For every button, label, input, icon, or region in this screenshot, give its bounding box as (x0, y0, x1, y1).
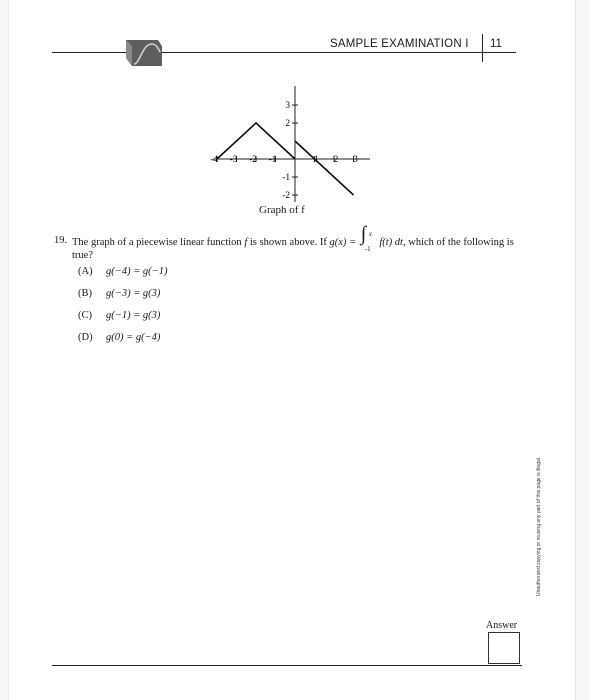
x-tick-label: 1 (314, 154, 319, 164)
choice-b[interactable]: (B) g(−3) = g(3) (78, 288, 161, 299)
question-text (72, 223, 522, 262)
question-number: 19. (54, 235, 68, 246)
choice-a[interactable]: (A) g(−4) = g(−1) (78, 266, 168, 277)
footer-rule (52, 665, 522, 666)
answer-box[interactable] (488, 632, 520, 664)
function-graph (205, 84, 375, 206)
y-tick-label: -1 (282, 172, 290, 182)
header-divider (482, 34, 483, 62)
answer-label: Answer (486, 620, 518, 631)
y-tick-labels (283, 100, 291, 200)
book-logo-icon (122, 38, 166, 68)
question-text-before: The graph of a piecewise linear function (72, 237, 242, 248)
y-tick-label: -2 (282, 190, 290, 200)
integral-symbol: ∫ x -1 (359, 234, 377, 248)
choice-c[interactable]: (C) g(−1) = g(3) (78, 310, 161, 321)
graph-caption: Graph of f (259, 204, 305, 216)
graph-segment-right (295, 141, 354, 195)
y-tick-label: 2 (285, 118, 290, 128)
integrand: f(t) dt, (379, 237, 406, 248)
x-tick-label: 2 (333, 154, 339, 164)
x-tick-label: 3 (353, 154, 358, 164)
g-definition: g(x) = (329, 237, 357, 248)
copyright-notice: Unauthorized copying or reusing any part of this page is illegal. (536, 456, 542, 596)
integral-upper-limit: x (368, 230, 372, 238)
integral-lower-limit: -1 (364, 245, 371, 253)
x-tick-label: -2 (249, 154, 257, 164)
x-tick-label: -3 (229, 154, 238, 164)
question-text-after: which of the following is true? (72, 237, 514, 261)
x-tick-label: -1 (268, 154, 277, 164)
x-tick-label: -4 (210, 154, 218, 164)
y-tick-label: 3 (285, 100, 290, 110)
function-name: f (244, 237, 248, 248)
choice-d[interactable]: (D) g(0) = g(−4) (78, 332, 161, 343)
page-number: 11 (490, 38, 502, 50)
question-text-mid: is shown above. If (249, 237, 327, 248)
header-title: SAMPLE EXAMINATION I (330, 38, 469, 50)
